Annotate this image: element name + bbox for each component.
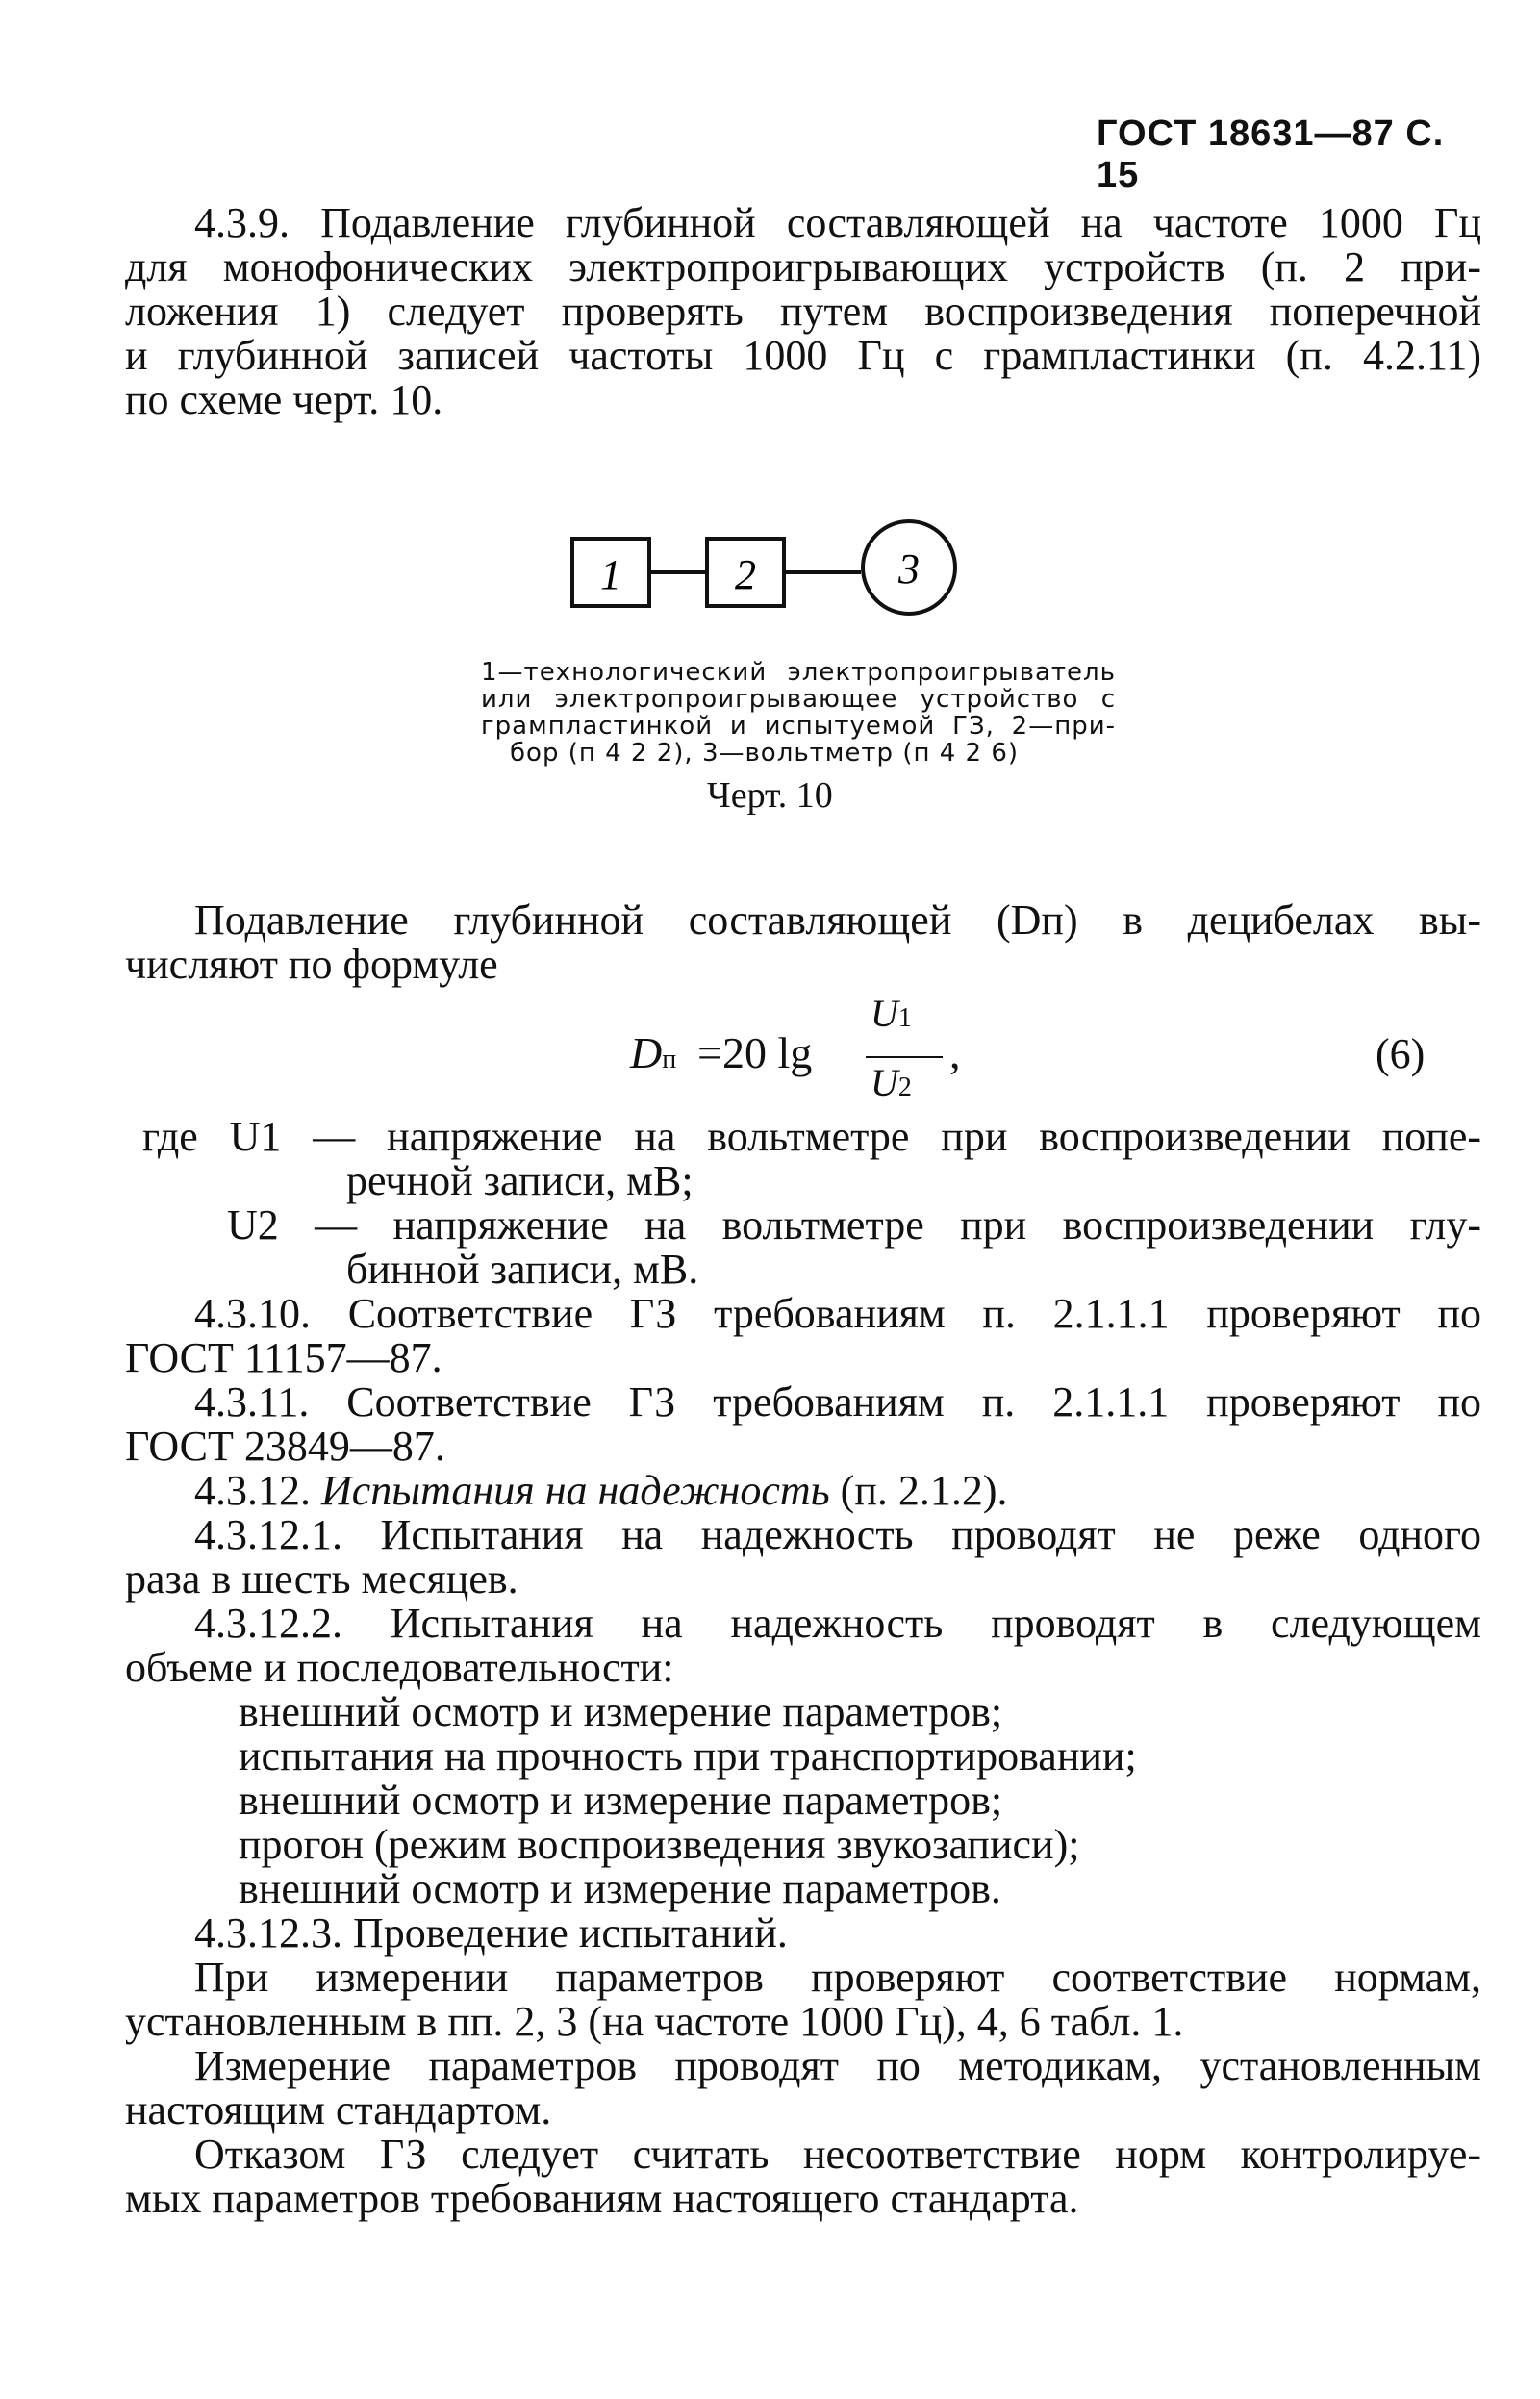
formula-6: [630, 991, 1015, 1106]
where-line1: где U1 — напряжение на вольтметре при воспроизведении попе-: [142, 1113, 1481, 1160]
list-item: прогон (режим воспроизведения звукозаписи);: [239, 1821, 1080, 1868]
p439-line5: по схеме черт. 10.: [125, 376, 443, 423]
formula-numerator: U1: [871, 992, 912, 1035]
equation-number: (6): [1376, 1030, 1426, 1077]
measurement-scheme-diagram: [568, 510, 972, 616]
formula-denominator: U2: [871, 1061, 912, 1104]
p43123-line1: 4.3.12.3. Проведение испытаний.: [194, 1909, 788, 1957]
p43122-line2: объеме и последовательности:: [125, 1644, 674, 1691]
method-line2: настоящим стандартом.: [125, 2086, 552, 2134]
box-2-label: 2: [735, 551, 756, 598]
list-item: внешний осмотр и измерение параметров.: [239, 1865, 1001, 1912]
caption-line2: или электропроигрывающее устройство с: [481, 685, 1116, 714]
caption-line1: 1—технологический электропроигрыватель: [481, 658, 1116, 687]
list-item: испытания на прочность при транспортировании;: [239, 1732, 1137, 1780]
caption-line4: бор (п 4 2 2), 3—вольтметр (п 4 2 6): [510, 739, 1020, 768]
page-header: ГОСТ 18631—87 С. 15: [1097, 114, 1445, 195]
p439-line2: для монофонических электропроигрывающих устройств (п. 2 при-: [125, 243, 1481, 290]
formula-lhs: Dп: [630, 1028, 677, 1077]
intro-line2: числяют по формуле: [125, 941, 498, 988]
p43121-line1: 4.3.12.1. Испытания на надежность проводят не реже одного: [194, 1511, 1481, 1558]
p4311-line1: 4.3.11. Соответствие ГЗ требованиям п. 2.1.1.1 проверяют по: [194, 1378, 1481, 1426]
formula-comma: ,: [949, 1028, 961, 1077]
failure-line2: мых параметров требованиям настоящего стандарта.: [125, 2175, 1079, 2222]
where-line3: U2 — напряжение на вольтметре при воспроизведении глу-: [227, 1201, 1481, 1249]
failure-line1: Отказом ГЗ следует считать несоответствие норм контролируе-: [194, 2131, 1481, 2178]
circle-3-label: 3: [898, 545, 920, 593]
measure-line1: При измерении параметров проверяют соответствие нормам,: [194, 1954, 1481, 2001]
fraction-bar: [866, 1056, 943, 1058]
formula-eq: =20 lg: [697, 1028, 813, 1077]
figure-label: Черт. 10: [707, 775, 833, 816]
intro-line1: Подавление глубинной составляющей (Dп) в децибелах вы-: [194, 896, 1481, 944]
list-item: внешний осмотр и измерение параметров;: [239, 1688, 1003, 1735]
p439-line1: 4.3.9. Подавление глубинной составляющей на частоте 1000 Гц: [194, 199, 1481, 246]
caption-line3: грампластинкой и испытуемой ГЗ, 2—при-: [481, 712, 1116, 741]
box-1-label: 1: [600, 551, 621, 598]
p439-line4: и глубинной записей частоты 1000 Гц с грампластинки (п. 4.2.11): [125, 332, 1481, 379]
p4311-line2: ГОСТ 23849—87.: [125, 1423, 445, 1470]
p43121-line2: раза в шесть месяцев.: [125, 1555, 518, 1603]
where-line4: бинной записи, мВ.: [346, 1246, 699, 1293]
p4312-line: 4.3.12. Испытания на надежность (п. 2.1.2).: [194, 1467, 1008, 1514]
measure-line2: установленным в пп. 2, 3 (на частоте 1000 Гц), 4, 6 табл. 1.: [125, 1998, 1184, 2045]
method-line1: Измерение параметров проводят по методикам, установленным: [194, 2042, 1481, 2089]
p4310-line2: ГОСТ 11157—87.: [125, 1334, 442, 1381]
where-line2: речной записи, мВ;: [346, 1157, 694, 1204]
p43122-line1: 4.3.12.2. Испытания на надежность проводят в следующем: [194, 1600, 1481, 1647]
p439-line3: ложения 1) следует проверять путем воспроизведения поперечной: [125, 288, 1481, 335]
p4310-line1: 4.3.10. Соответствие ГЗ требованиям п. 2.1.1.1 проверяют по: [194, 1290, 1481, 1337]
list-item: внешний осмотр и измерение параметров;: [239, 1777, 1003, 1824]
